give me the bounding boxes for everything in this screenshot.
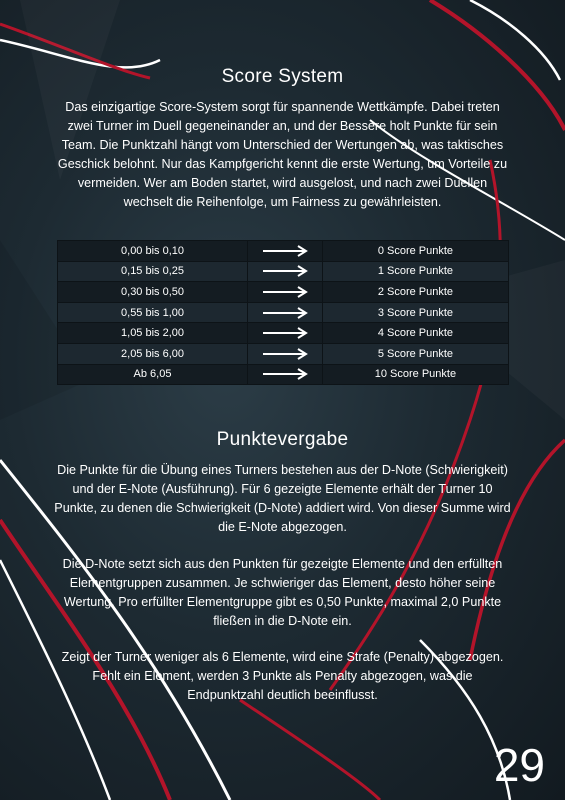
punktevergabe-paragraph-2: Die D-Note setzt sich aus den Punkten für gezeigte Elemente und den erfüllten Elementgruppen zusammen. Je schwieriger das Element, desto höher seine Wertung. Pro erfüllter Elementgruppe gibt es 0,50 Punkte, maximal 2,0 Punkte fließen in die D-Note ein. [62, 557, 503, 628]
long-right-arrow-icon [262, 286, 308, 298]
arrow-cell [248, 282, 323, 303]
page-number: 29 [493, 739, 545, 791]
table-row [58, 302, 509, 323]
long-right-arrow-icon [262, 245, 308, 257]
score-range-cell: 0,00 bis 0,10 [58, 241, 248, 262]
table-row [58, 323, 509, 344]
arrow-cell [248, 302, 323, 323]
score-range-cell: 2,05 bis 6,00 [58, 343, 248, 364]
table-row [58, 261, 509, 282]
table-row [58, 343, 509, 364]
punktevergabe-paragraph-1: Die Punkte für die Übung eines Turners bestehen aus der D-Note (Schwierigkeit) und der E-Note (Ausführung). Für 6 gezeigte Elemente erhält der Turner 10 Punkte, zu denen die Schwierigkeit (D-Note) addiert wird. Von dieser Summe wird die E-Note abgezogen. [54, 463, 511, 534]
section-title-punktevergabe: Punktevergabe [216, 429, 349, 450]
table-row [58, 364, 509, 385]
score-range-cell: 0,15 bis 0,25 [58, 261, 248, 282]
score-points-cell: 3 Score Punkte [322, 302, 508, 323]
score-range-cell: 0,30 bis 0,50 [58, 282, 248, 303]
arrow-cell [248, 364, 323, 385]
score-points-cell: 5 Score Punkte [322, 343, 508, 364]
score-system-description: Das einzigartige Score-System sorgt für spannende Wettkämpfe. Dabei treten zwei Turner im Duell gegeneinander an, und der Bessere holt Punkte für sein Team. Die Punktzahl hängt vom Unterschied der Wertungen ab, was taktisches Geschick belohnt. Nur das Kampfgericht kennt die erste Wertung, um Vorteile zu vermeiden. Wer am Boden startet, wird ausgelost, und nach zwei Duellen wechselt die Reihenfolge, um Fairness zu gewährleisten. [57, 100, 508, 209]
score-points-cell: 1 Score Punkte [322, 261, 508, 282]
score-points-cell: 10 Score Punkte [322, 364, 508, 385]
score-range-cell: Ab 6,05 [58, 364, 248, 385]
table-row [58, 282, 509, 303]
arrow-cell [248, 343, 323, 364]
score-table [57, 240, 509, 385]
long-right-arrow-icon [262, 265, 308, 277]
score-points-cell: 2 Score Punkte [322, 282, 508, 303]
arrow-cell [248, 261, 323, 282]
score-range-cell: 0,55 bis 1,00 [58, 302, 248, 323]
long-right-arrow-icon [262, 307, 308, 319]
score-points-cell: 4 Score Punkte [322, 323, 508, 344]
long-right-arrow-icon [262, 327, 308, 339]
score-range-cell: 1,05 bis 2,00 [58, 323, 248, 344]
score-points-cell: 0 Score Punkte [322, 241, 508, 262]
table-row [58, 241, 509, 262]
section-title-score-system: Score System [221, 66, 344, 87]
long-right-arrow-icon [262, 348, 308, 360]
punktevergabe-paragraph-3: Zeigt der Turner weniger als 6 Elemente, wird eine Strafe (Penalty) abgezogen. Fehlt ein Element, werden 3 Punkte als Penalty abgezogen, was die Endpunktzahl deutlich beeinflusst. [61, 650, 504, 702]
long-right-arrow-icon [262, 368, 308, 380]
arrow-cell [248, 323, 323, 344]
arrow-cell [248, 241, 323, 262]
